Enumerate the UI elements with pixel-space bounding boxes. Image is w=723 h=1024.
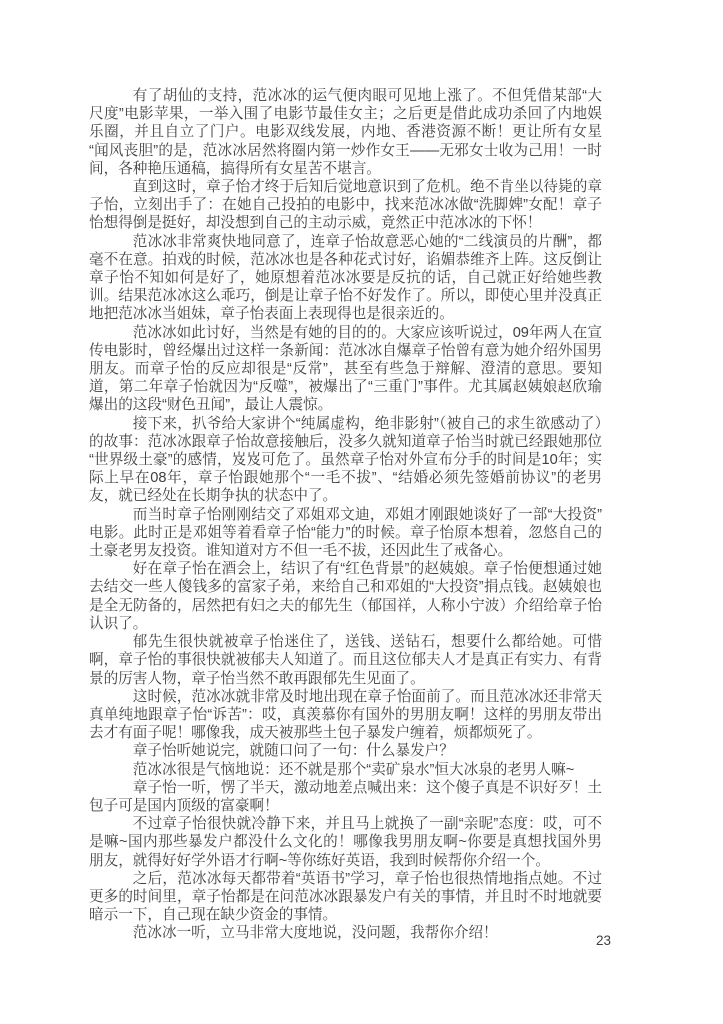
paragraph: 章子怡一听，愣了半天，激动地差点喊出来：这个傻子真是不识好歹！土包子可是国内顶级的富豪啊！ <box>89 779 602 814</box>
paragraph: 范冰冰很是气恼地说：还不就是那个“卖矿泉水”恒大冰泉的老男人嘛~ <box>132 761 575 778</box>
paragraph: 章子怡听她说完，就随口问了一句：什么暴发户？ <box>132 743 454 760</box>
paragraph: 而当时章子怡刚刚结交了邓姐邓文迪，邓姐才刚跟她谈好了一部“大投资”电影。此时正是邓姐等着看章子怡“能力”的时候。章子怡原本想着，忽悠自己的土豪老男友投资。谁知道对方不但一毛不拔，还因此生了戒备心。 <box>89 506 602 560</box>
paragraph: 郁先生很快就被章子怡迷住了，送钱、送钻石，想要什么都给她。可惜啊，章子怡的事很快就被郁夫人知道了。而且这位郁夫人才是真正有实力、有背景的厉害人物，章子怡当然不敢再跟郁先生见面了。 <box>89 634 602 687</box>
paragraph: 直到这时，章子怡才终于后知后觉地意识到了危机。绝不肯坐以待毙的章子怡，立刻出手了：在她自己投拍的电影中，找来范冰冰做“洗脚婢”女配！章子怡想得倒是挺好，却没想到自己的主动示威，竟然正中范冰冰的下怀！ <box>89 179 602 232</box>
paragraph: 好在章子怡在酒会上，结识了有“红色背景”的赵姨娘。章子怡便想通过她去结交一些人傻钱多的富家子弟，来给自己和邓姐的“大投资”捐点钱。赵姨娘也是全无防备的，居然把有妇之夫的郁先生（郁国祥，人称小宁波）介绍给章子怡认识了。 <box>89 561 602 632</box>
paragraph: 有了胡仙的支持，范冰冰的运气便肉眼可见地上涨了。不但凭借某部“大尺度”电影苹果，一举入围了电影节最佳女主；之后更是借此成功杀回了内地娱乐圈，并且自立了门户。电影双线发展，内地、香港资源不断！更让所有女星“闻风丧胆”的是，范冰冰居然将圈内第一炒作女王——无邪女士收为己用！一时间，各种艳压通稿，搞得所有女星苦不堪言。 <box>89 88 602 177</box>
page-text <box>89 87 602 943</box>
page-number: 23 <box>595 933 611 948</box>
paragraph: 不过章子怡很快就冷静下来，并且马上就换了一副“亲昵”态度：哎，可不是嘛~国内那些暴发户都没什么文化的！哪像我男朋友啊~你要是真想找国外男朋友，就得好好学外语才行啊~等你练好英语，我到时候帮你介绍一个。 <box>89 816 602 869</box>
paragraph: 接下来，扒爷给大家讲个“纯属虚构，绝非影射”（被自己的求生欲感动了）的故事：范冰冰跟章子怡故意接触后，没多久就知道章子怡当时就已经跟她那位“世界级土豪”的感情，岌岌可危了。虽然章子怡对外宣布分手的时间是10年；实际上早在08年，章子怡跟她那个“一毛不拔”、“结婚必须先签婚前协议”的老男友，就已经处在长期争执的状态中了。 <box>89 415 602 505</box>
paragraph: 范冰冰如此讨好，当然是有她的目的的。大家应该听说过，09年两人在宣传电影时，曾经爆出过这样一条新闻：范冰冰自爆章子怡曾有意为她介绍外国男朋友。而章子怡的反应却很是“反常”，甚至有些急于辩解、澄清的意思。要知道，第二年章子怡就因为“反噬”，被爆出了“三重门”事件。尤其属赵姨娘赵欣瑜爆出的这段“财色丑闻”，最让人震惊。 <box>89 324 602 414</box>
paragraph: 之后，范冰冰每天都带着“英语书”学习，章子怡也很热情地指点她。不过更多的时间里，章子怡都是在问范冰冰跟暴发户有关的事情，并且时不时地就要暗示一下，自己现在缺少资金的事情。 <box>89 870 602 924</box>
paragraph: 范冰冰非常爽快地同意了，连章子怡故意恶心她的“二线演员的片酬”，都毫不在意。拍戏的时候，范冰冰也是各种花式讨好，谄媚恭维齐上阵。这反倒让章子怡不知如何是好了，她原想着范冰冰要是反抗的话，自己就正好给她些教训。结果范冰冰这么乖巧，倒是让章子怡不好发作了。所以，即使心里并没真正地把范冰冰当姐妹，章子怡表面上表现得也是很亲近的。 <box>89 233 602 323</box>
paragraph: 这时候，范冰冰就非常及时地出现在章子怡面前了。而且范冰冰还非常天真单纯地跟章子怡“诉苦”：哎，真羡慕你有国外的男朋友啊！这样的男朋友带出去才有面子呢！哪像我，成天被那些土包子暴发户缠着，烦都烦死了。 <box>89 688 602 742</box>
paragraph: 范冰冰一听，立马非常大度地说，没问题，我帮你介绍！ <box>132 925 498 942</box>
